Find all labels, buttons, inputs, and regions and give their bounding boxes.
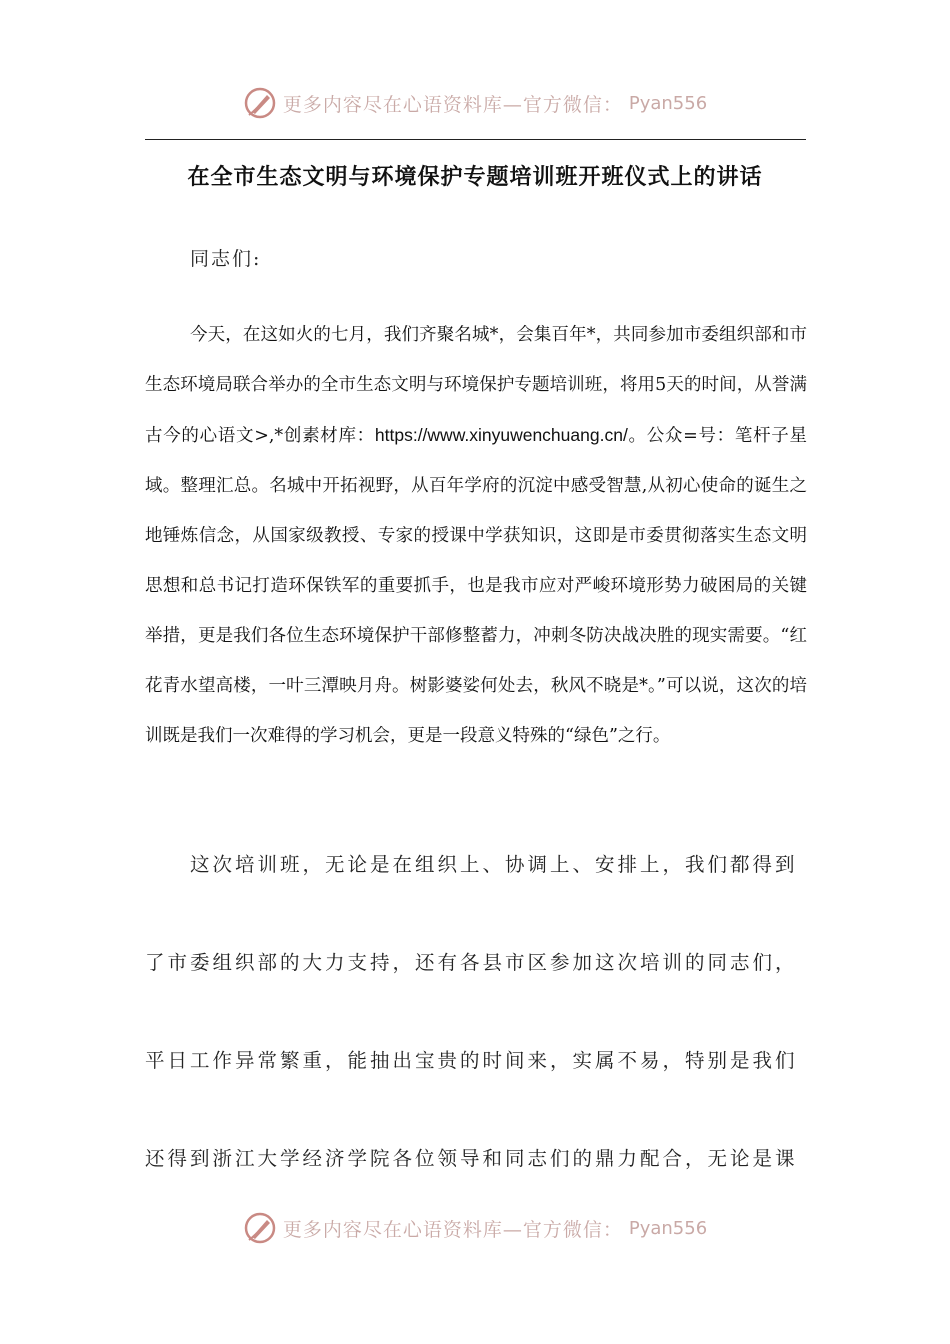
- paragraph-1: [145, 310, 807, 761]
- paragraph-2: [145, 816, 807, 1208]
- paragraph-1-text-b: 。公众=号：笔杆子星域。整理汇总。名城中开拓视野，从百年学府的沉淀中感受智慧,从初心使命的诞生之地锤炼信念，从国家级教授、专家的授课中学获知识，这即是市委贯彻落实生态文明思想和总书记打造环保铁军的重要抓手，也是我市应对严峻环境形势力破困局的关键举措，更是我们各位生态环境保护干部修整蓄力，冲刺冬防决战决胜的现实需要。“红花青水望高楼，一叶三潭映月舟。树影婆娑何处去，秋风不晓是*。”可以说，这次的培训既是我们一次难得的学习机会，更是一段意义特殊的“绿色”之行。: [145, 426, 807, 746]
- watermark-text: 更多内容尽在心语资料库—官方微信：: [282, 93, 623, 116]
- document-title: 在全市生态文明与环境保护专题培训班开班仪式上的讲话: [187, 164, 763, 190]
- pen-logo-icon: [243, 86, 277, 120]
- watermark-contact: Pyan556: [628, 92, 708, 114]
- header-watermark: [0, 86, 950, 120]
- paragraph-2-line: 还得到浙江大学经济学院各位领导和同志们的鼎力配合，无论是课: [145, 1147, 798, 1170]
- header-divider: [145, 139, 806, 140]
- pen-logo-icon: [243, 1211, 277, 1245]
- salutation: 同志们:: [190, 248, 262, 270]
- watermark-text: 更多内容尽在心语资料库—官方微信：: [282, 1218, 623, 1241]
- paragraph-2-line: 了市委组织部的大力支持，还有各县市区参加这次培训的同志们，: [145, 951, 798, 974]
- paragraph-2-line: 这次培训班，无论是在组织上、协调上、安排上，我们都得到: [190, 853, 798, 876]
- footer-watermark: [0, 1211, 950, 1245]
- paragraph-2-line: 平日工作异常繁重，能抽出宝贵的时间来，实属不易，特别是我们: [145, 1049, 798, 1072]
- paragraph-1-text-a: 今天，在这如火的七月，我们齐聚名城*，会集百年*，共同参加市委组织部和市生态环境局联合举办的全市生态文明与环境保护专题培训班，将用5天的时间，从誉满古今的心语文>,*创素材库：: [145, 325, 807, 446]
- watermark-contact: Pyan556: [628, 1217, 708, 1239]
- paragraph-1-url: https://www.xinyuwenchuang.cn/: [374, 425, 628, 445]
